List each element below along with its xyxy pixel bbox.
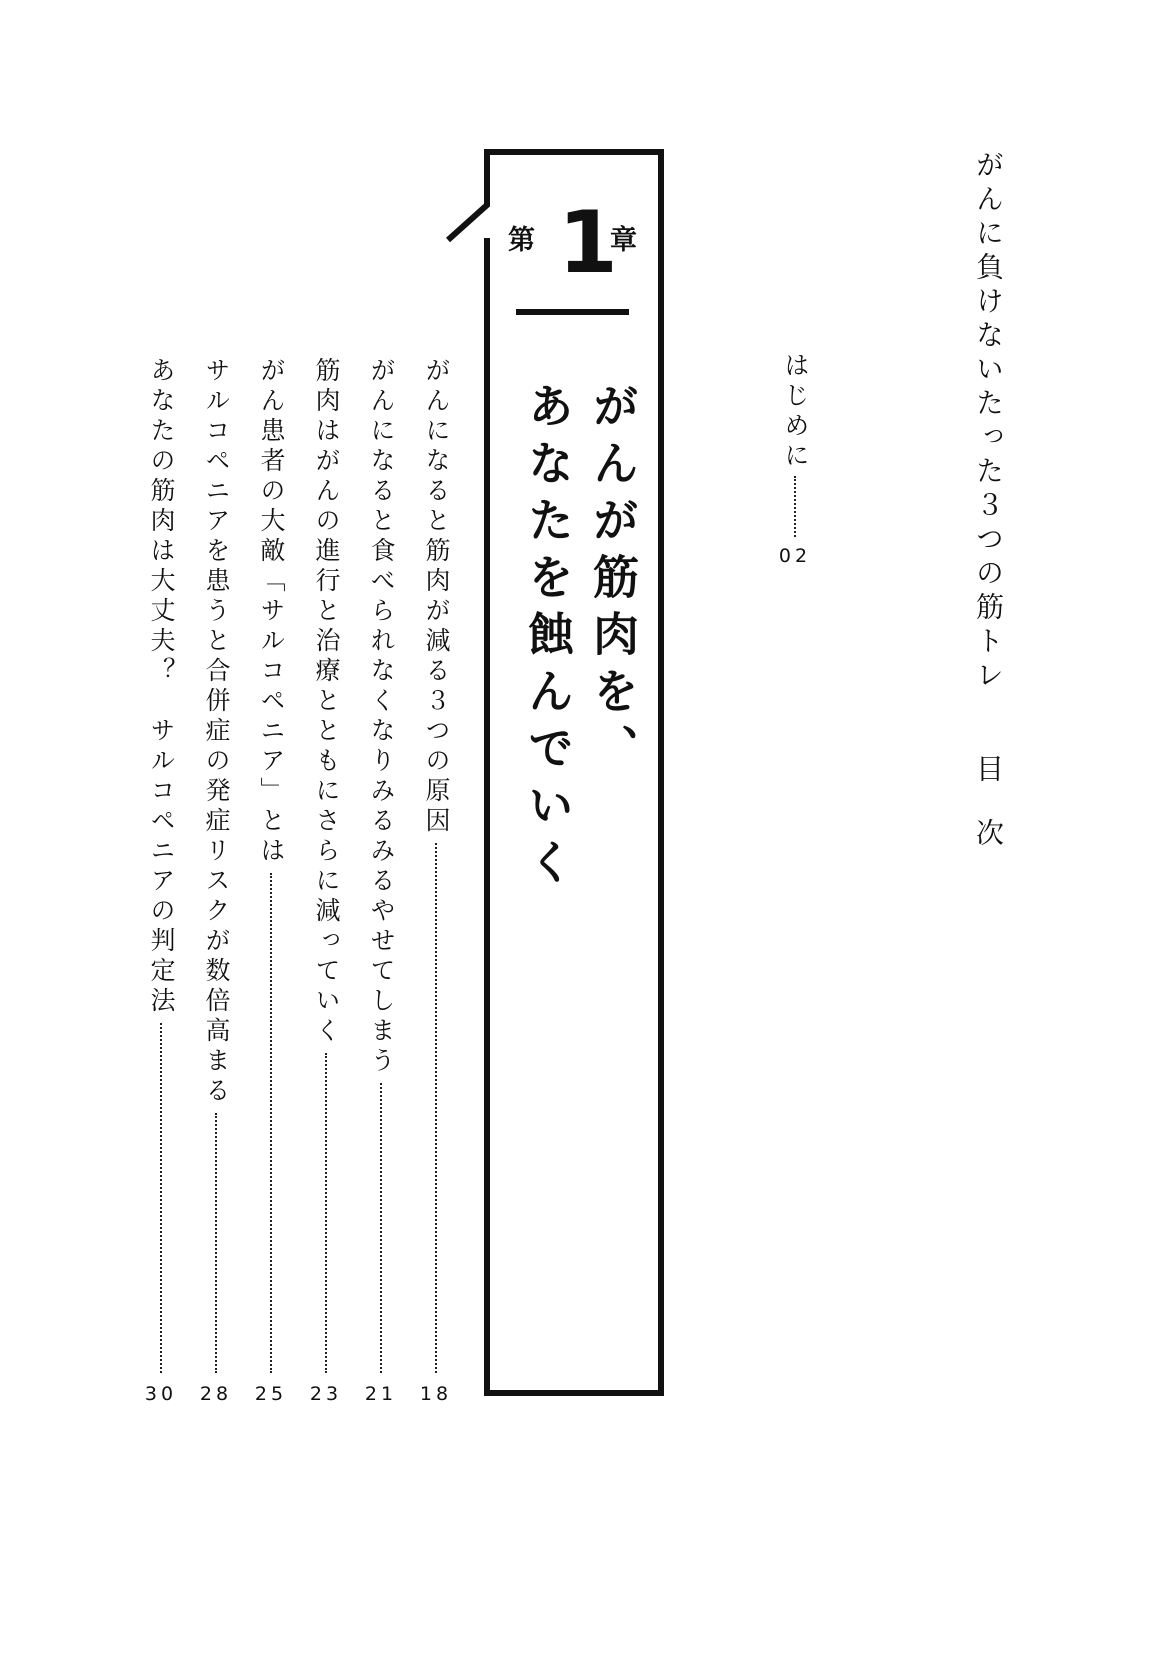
toc-entry-intro[interactable] <box>778 352 812 567</box>
entry-label: あなたの筋肉は大丈夫？ サルコペニアの判定法 <box>147 357 176 1017</box>
toc-entry[interactable] <box>199 357 233 1405</box>
dotted-leader <box>270 873 272 1373</box>
chapter-number: 1 <box>558 193 618 293</box>
chapter-suffix: 章 <box>610 225 637 256</box>
toc-label-1: 目 <box>972 754 1005 788</box>
page-number: 30 <box>144 1383 178 1405</box>
toc-label-2: 次 <box>972 818 1005 852</box>
entry-label: はじめに <box>781 352 810 472</box>
chapter-title-line2: あなたを蝕んでいく <box>521 382 575 895</box>
page-number: 02 <box>778 545 812 567</box>
dotted-leader <box>435 843 437 1373</box>
entry-label: がん患者の大敵「サルコペニア」とは <box>257 357 286 867</box>
chapter-title-line1: がんが筋肉を、 <box>586 382 640 781</box>
dotted-leader <box>215 1113 217 1373</box>
page-number: 25 <box>254 1383 288 1405</box>
entry-label: がんになると食べられなくなりみるみるやせてしまう <box>367 357 396 1077</box>
page-number: 18 <box>419 1383 453 1405</box>
page-number: 28 <box>199 1383 233 1405</box>
book-title: がんに負けないたった３つの筋トレ <box>972 150 1005 694</box>
toc-entry[interactable] <box>419 357 453 1405</box>
book-title-heading <box>968 150 1008 852</box>
dotted-leader <box>325 1053 327 1373</box>
toc-entry[interactable] <box>144 357 178 1405</box>
chapter-prefix: 第 <box>508 225 535 256</box>
entry-label: がんになると筋肉が減る３つの原因 <box>422 357 451 837</box>
dotted-leader <box>160 1023 162 1373</box>
dotted-leader <box>380 1083 382 1373</box>
page-number: 21 <box>364 1383 398 1405</box>
entry-label: 筋肉はがんの進行と治療とともにさらに減っていく <box>312 357 341 1047</box>
toc-entry[interactable] <box>254 357 288 1405</box>
page-number: 23 <box>309 1383 343 1405</box>
dotted-leader <box>794 476 796 537</box>
toc-entry[interactable] <box>364 357 398 1405</box>
toc-entry[interactable] <box>309 357 343 1405</box>
entry-label: サルコペニアを患うと合併症の発症リスクが数倍高まる <box>202 357 231 1107</box>
